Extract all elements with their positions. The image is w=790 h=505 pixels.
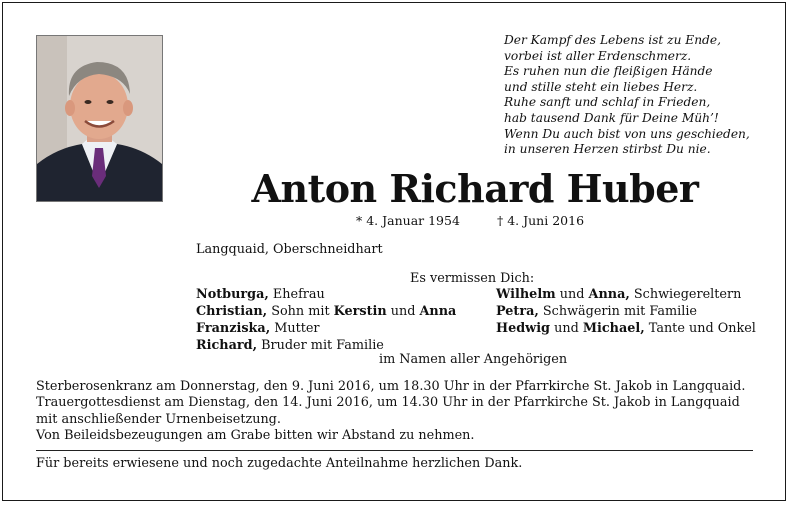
poem-line: und stille steht ein liebes Herz.	[504, 79, 698, 94]
deceased-name: Anton Richard Huber	[251, 166, 699, 211]
info-line: Sterberosenkranz am Donnerstag, den 9. Juni 2016, um 18.30 Uhr in der Pfarrkirche St. Jakob in Langquaid.	[36, 379, 746, 394]
poem-line: vorbei ist aller Erdenschmerz.	[504, 48, 692, 63]
mourners-heading: Es vermissen Dich:	[410, 271, 535, 286]
info-line: mit anschließender Urnenbeisetzung.	[36, 411, 281, 427]
info-line: Trauergottesdienst am Dienstag, den 14. Juni 2016, um 14.30 Uhr in der Pfarrkirche St. Jakob in Langquaid	[36, 395, 740, 411]
service-info	[36, 379, 761, 444]
mourners-left-column	[196, 287, 456, 355]
mourner-entry: Notburga, Ehefrau	[196, 287, 325, 302]
poem-line: Der Kampf des Lebens ist zu Ende,	[504, 33, 721, 47]
divider	[36, 450, 753, 451]
mourners-right-column	[496, 287, 756, 338]
info-line: Von Beileidsbezeugungen am Grabe bitten wir Abstand zu nehmen.	[36, 427, 475, 443]
mourner-entry: Petra, Schwägerin mit Familie	[496, 304, 698, 319]
thanks-line: Für bereits erwiesene und noch zugedachte Anteilnahme herzlichen Dank.	[36, 456, 523, 471]
death-date: † 4. Juni 2016	[497, 213, 585, 228]
mourner-entry: Richard, Bruder mit Familie	[196, 338, 384, 353]
mourner-entry: Wilhelm und Anna, Schwiegereltern	[496, 287, 742, 302]
poem-line: Es ruhen nun die fleißigen Hände	[504, 64, 713, 79]
on-behalf-line: im Namen aller Angehörigen	[379, 352, 568, 367]
mourner-entry: Christian, Sohn mit Kerstin und Anna	[196, 304, 457, 319]
poem-line: Ruhe sanft und schlaf in Frieden,	[504, 95, 711, 110]
portrait-photo	[36, 35, 163, 202]
mourner-entry: Franziska, Mutter	[196, 321, 320, 336]
poem-line: in unseren Herzen stirbst Du nie.	[504, 142, 711, 157]
birth-date: * 4. Januar 1954	[356, 213, 460, 228]
poem-line: Wenn Du auch bist von uns geschieden,	[504, 126, 750, 141]
memorial-poem	[504, 33, 779, 158]
residence: Langquaid, Oberschneidhart	[196, 242, 383, 257]
mourner-entry: Hedwig und Michael, Tante und Onkel	[496, 321, 756, 336]
poem-line: hab tausend Dank für Deine Müh’!	[504, 110, 719, 125]
